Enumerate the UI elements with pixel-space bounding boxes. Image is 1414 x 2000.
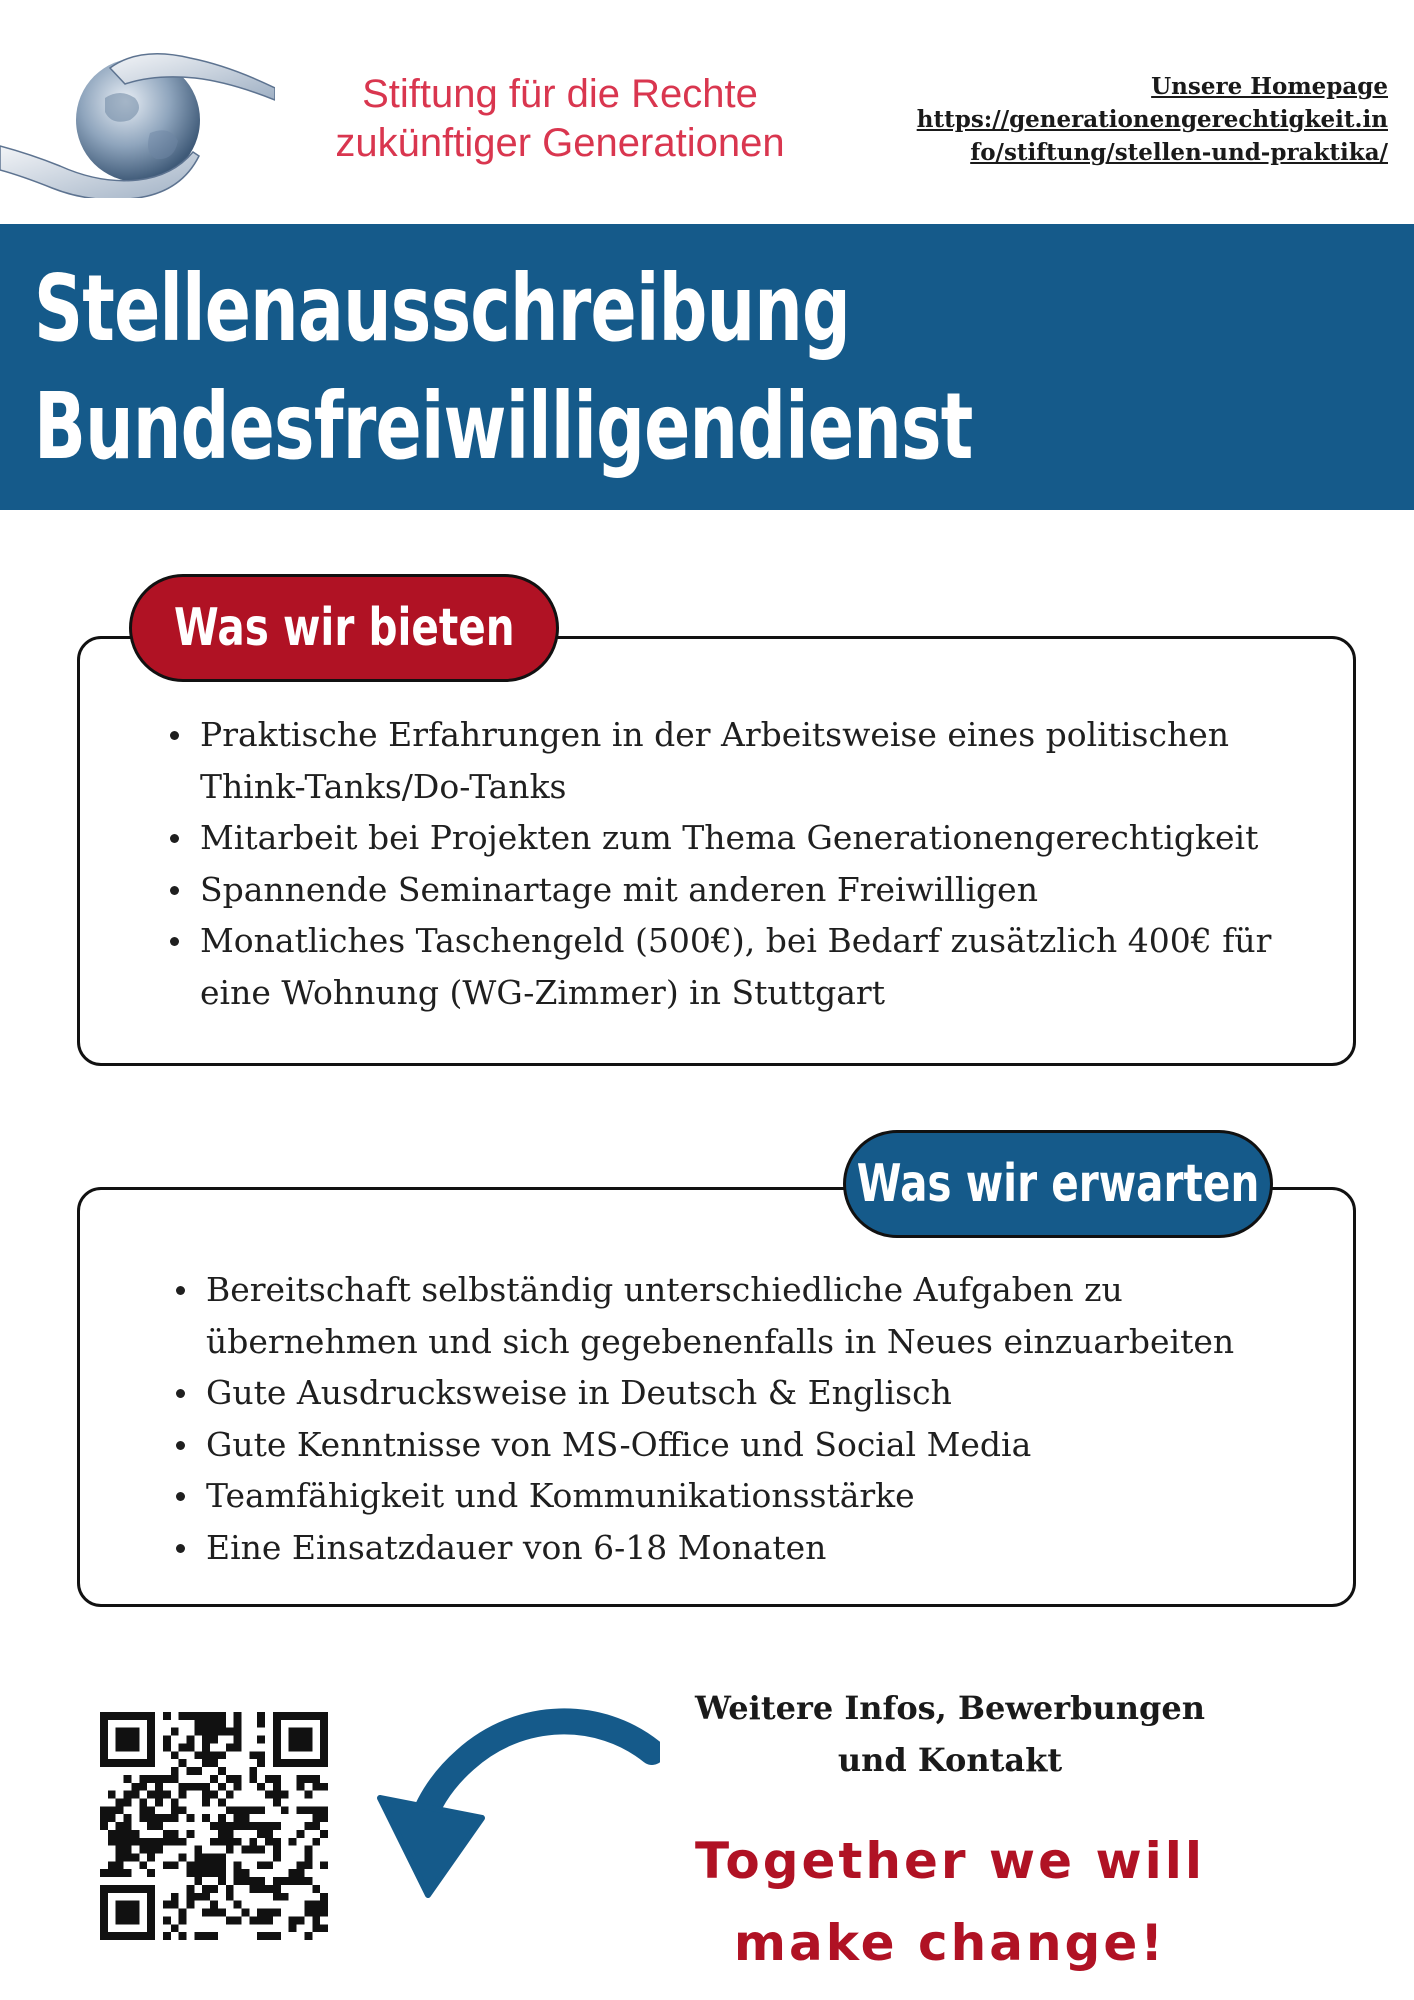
logo-globe-hands [0,28,275,198]
page-title [34,250,973,486]
more-info-line2: und Kontakt [837,1741,1063,1779]
org-name-line2: zukünftiger Generationen [335,121,785,165]
expect-item: Gute Kenntnisse von MS-Office und Social Media [170,1419,1320,1471]
offer-heading: Was wir bieten [173,598,515,658]
expect-item: Eine Einsatzdauer von 6-18 Monaten [170,1522,1320,1574]
qr-code-icon[interactable] [100,1712,328,1940]
more-info-text [660,1682,1240,1786]
organization-name [280,70,840,168]
more-info-line1: Weitere Infos, Bewerbungen [694,1689,1206,1727]
offer-item: Mitarbeit bei Projekten zum Thema Generationengerechtigkeit [164,812,1314,864]
expect-item: Gute Ausdrucksweise in Deutsch & Englisch [170,1367,1320,1419]
homepage-url-line1[interactable]: https://generationengerechtigkeit.in [916,106,1388,133]
expect-heading: Was wir erwarten [856,1154,1260,1214]
offer-item: Praktische Erfahrungen in der Arbeitsweise eines politischen Think-Tanks/Do-Tanks [164,709,1314,812]
offer-list [164,709,1314,1018]
homepage-link[interactable] [908,103,1388,169]
slogan [640,1820,1260,1984]
title-banner [0,224,1414,510]
expect-list [170,1264,1320,1573]
title-line2: Bundesfreiwilligendienst [34,373,973,480]
expect-item: Bereitschaft selbständig unterschiedliche Aufgaben zu übernehmen und sich gegebenenfalls in Neues einzuarbeiten [170,1264,1320,1367]
offer-item: Monatliches Taschengeld (500€), bei Bedarf zusätzlich 400€ für eine Wohnung (WG-Zimmer) in Stuttgart [164,915,1314,1018]
offer-item: Spannende Seminartage mit anderen Freiwilligen [164,864,1314,916]
homepage-url-line2[interactable]: fo/stiftung/stellen-und-praktika/ [970,139,1388,166]
expect-item: Teamfähigkeit und Kommunikationsstärke [170,1470,1320,1522]
homepage-block [908,70,1388,169]
org-name-line1: Stiftung für die Rechte [362,72,758,116]
curved-arrow-icon [370,1690,660,1910]
title-line1: Stellenausschreibung [34,255,851,362]
offer-heading-pill [129,574,559,682]
slogan-line2: make change! [733,1914,1167,1972]
expect-heading-pill [843,1130,1273,1238]
slogan-line1: Together we will [694,1832,1206,1890]
homepage-label: Unsere Homepage [1151,73,1388,100]
